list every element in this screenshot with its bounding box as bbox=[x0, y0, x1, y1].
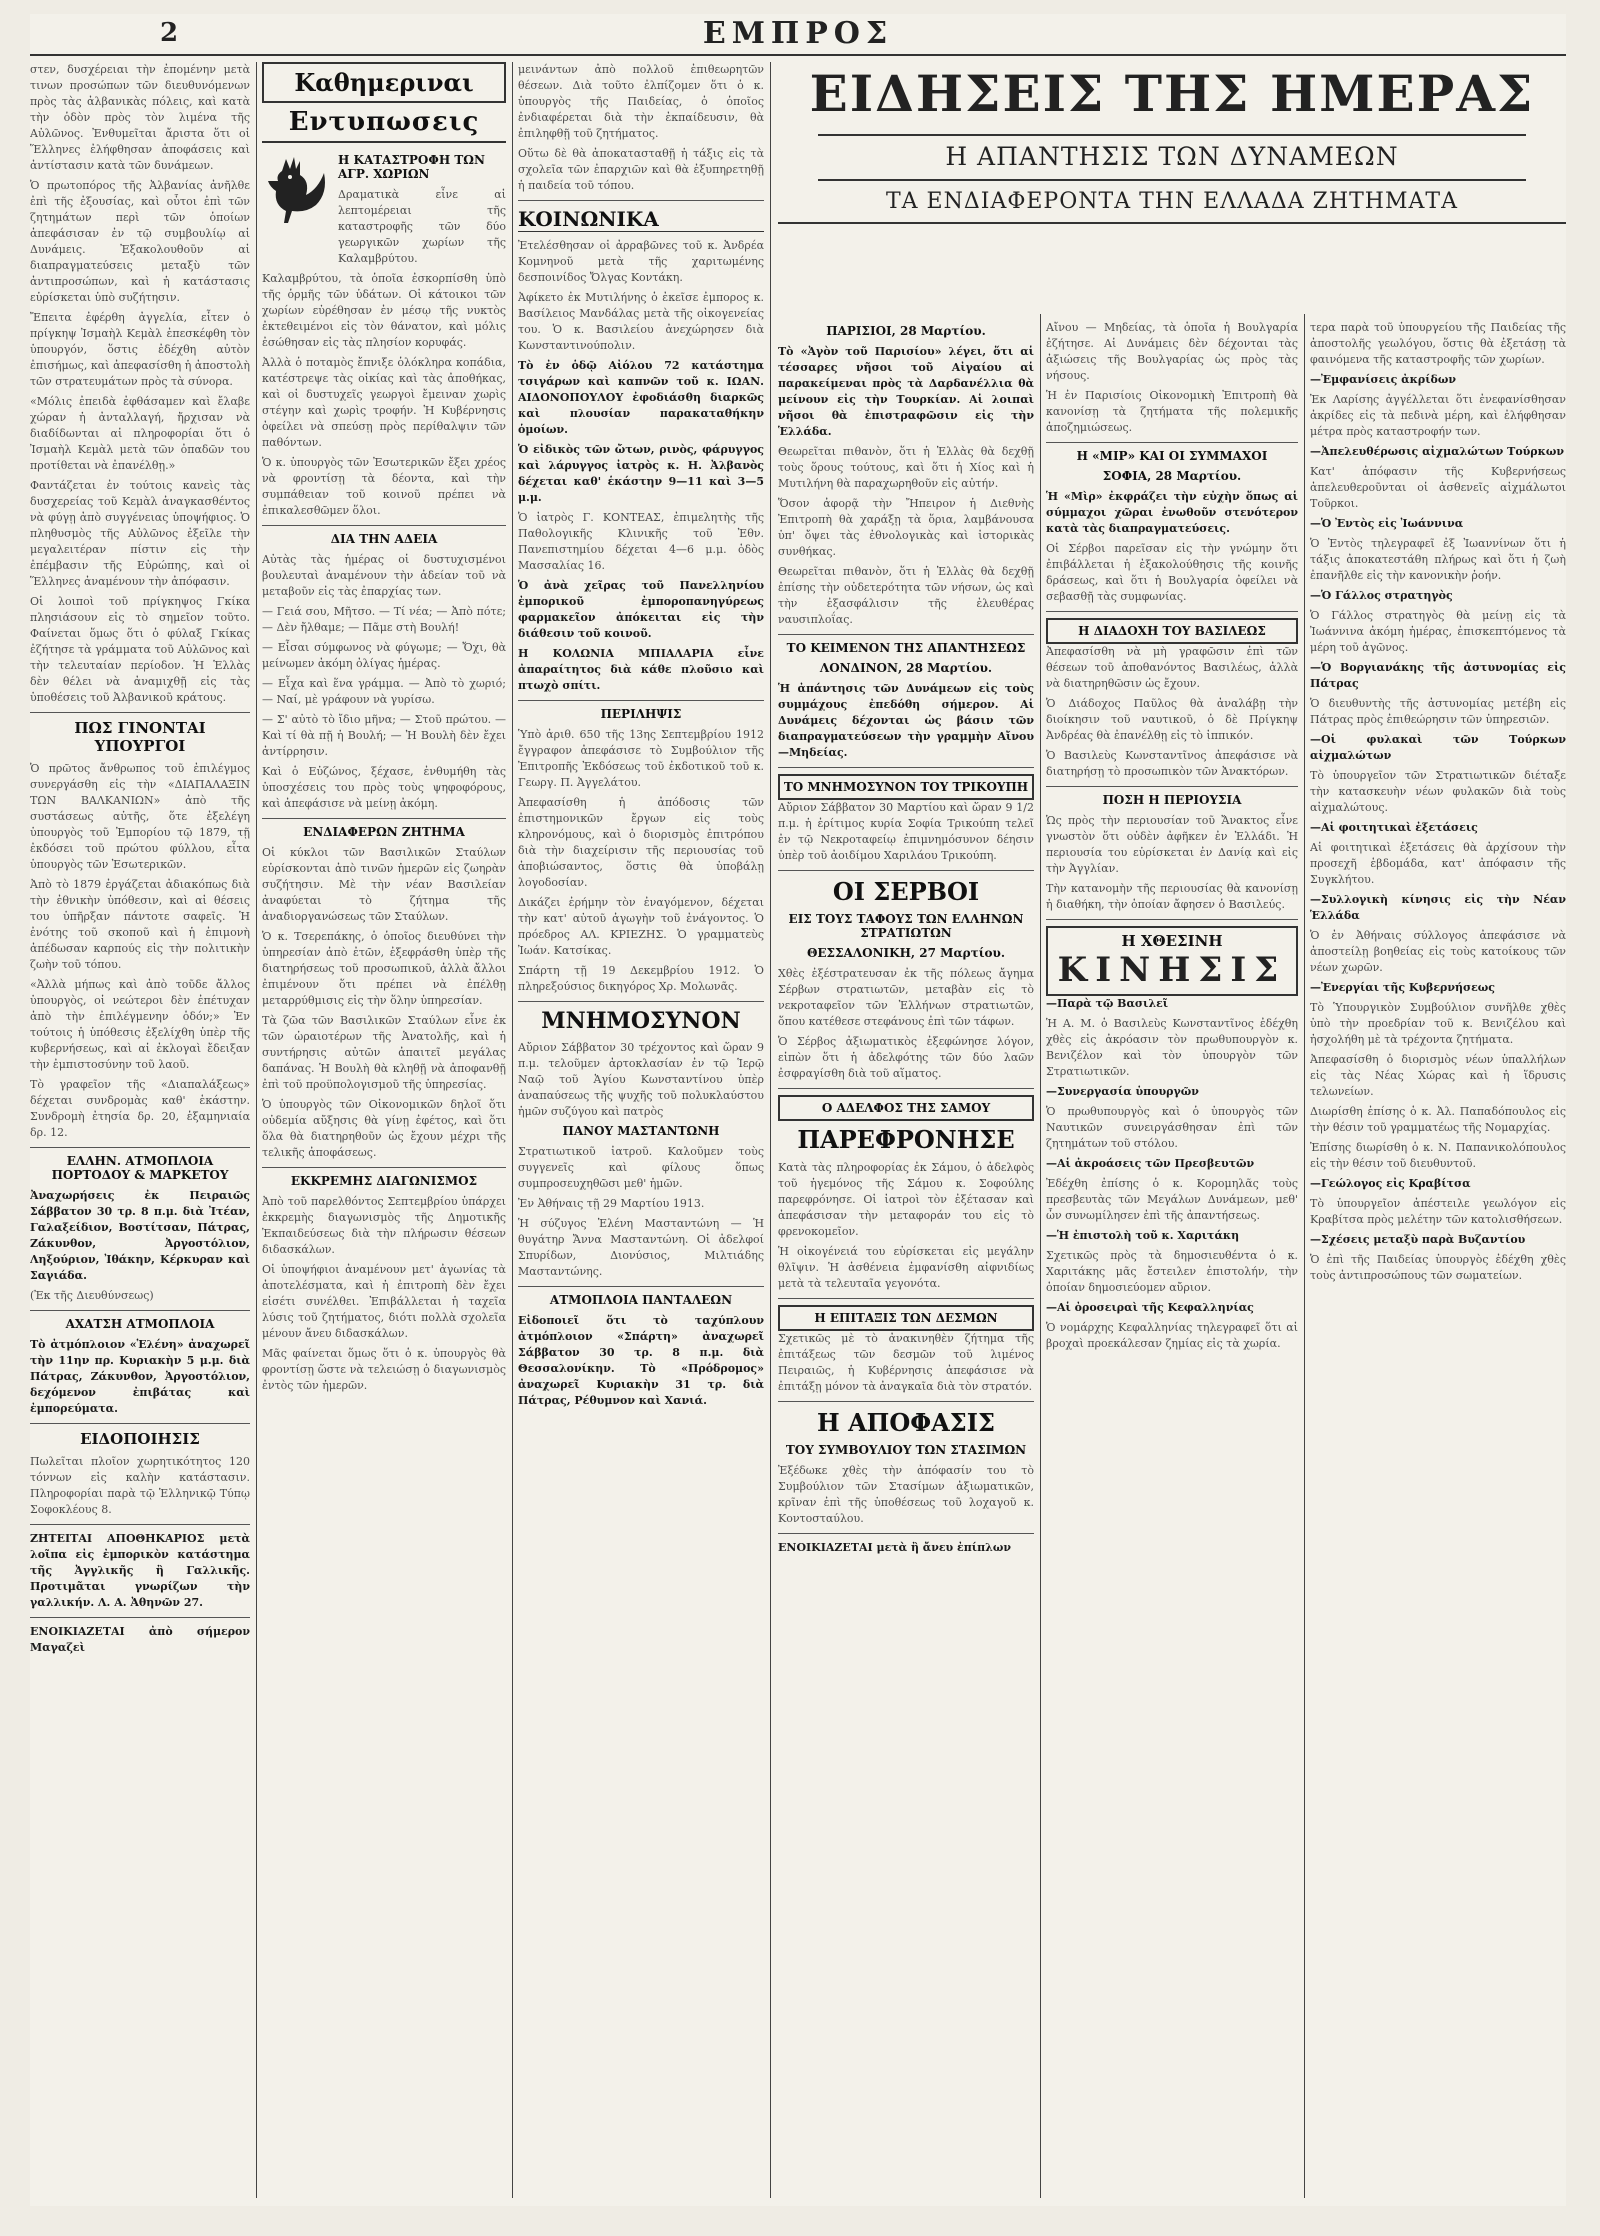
dateline-thessaloniki: ΘΕΣΣΑΛΟΝΙΚΗ, 27 Μαρτίου. bbox=[806, 946, 1006, 960]
gallos-stratigos: —Ὁ Γάλλος στρατηγὸς bbox=[1310, 589, 1453, 602]
column-rule bbox=[1040, 314, 1041, 2198]
heading-kathimerinai: Καθημεριναι bbox=[294, 68, 474, 97]
column-4: ΠΑΡΙΣΙΟΙ, 28 Μαρτίου. Τὸ «Ἀγὸν τοῦ Παρισίου» λέγει, ὅτι αἱ τέσσαρες νῆσοι τοῦ Αἰγαίου αἱ παρακείμεναι πρὸς τὰ Δαρδανέλλια θὰ μείνουν εἰς τὴν Τουρκίαν. Αἱ λοιπαὶ νῆσοι θὰ ἐπιστραφῶσιν εἰς τὴν Ἑλλάδα. Θεωρεῖται πιθανὸν, ὅτι ἡ Ἑλλὰς θὰ δεχθῇ τοὺς ὅρους τούτους, καὶ ὅτι ἡ Χίος καὶ ἡ Μυτιλήνη θὰ παραχωρηθοῦν εἰς αὐτήν. Ὅσον ἀφορᾷ τὴν Ἤπειρον ἡ Διεθνὴς Ἐπιτροπὴ θὰ χαράξῃ τὰ ὅρια, λαμβάνουσα ὑπ' ὄψει τὰς ἐθνολογικὰς καὶ ἱστορικὰς συνθήκας. Θεωρεῖται πιθανὸν, ὅτι ἡ Ἑλλὰς θὰ δεχθῇ ἐπίσης τὴν οὐδετερότητα τῶν νήσων, ὡς καὶ τὴν ἐξασφάλισιν τῆς ἐλευθέρας ναυσιπλοΐας. ΤΟ ΚΕΙΜΕΝΟΝ ΤΗΣ ΑΠΑΝΤΗΣΕΩΣ ΛΟΝΔΙΝΟΝ, 28 Μαρτίου. Ἡ ἀπάντησις τῶν Δυνάμεων εἰς τοὺς συμμάχους ἐπεδόθη σήμερον. Αἱ Δυνάμεις δέχονται ὡς βάσιν τῶν διαπραγματεύσεων τὴν γραμμὴν Αἴνου—Μηδείας. ΤΟ ΜΝΗΜΟΣΥΝΟΝ ΤΟΥ ΤΡΙΚΟΥΠΗ Αὔριον Σάββατον 30 Μαρτίου καὶ ὥραν 9 1/2 π.μ. ἡ ἐρίτιμος κυρία Σοφία Τρικούπη τελεῖ ἐν τῷ Νεκροταφείῳ ἐπιμνημόσυνον δέησιν ὑπὲρ τοῦ ἀοιδίμου Χαριλάου Τρικούπη. ΟΙ ΣΕΡΒΟΙ ΕΙΣ ΤΟΥΣ ΤΑΦΟΥΣ ΤΩΝ ΕΛΛΗΝΩΝ ΣΤΡΑΤΙΩΤΩΝ ΘΕΣΣΑΛΟΝΙΚΗ, 27 Μαρτίου. Χθὲς ἐξέστρατευσαν ἐκ τῆς πόλεως ἄγημα Σέρβων στρατιωτῶν, μεταβὰν εἰς τὸ νεκροταφεῖον τῶν Ἑλλήνων στρατιωτῶν, ὅπου κατέθεσε στεφάνους ἐπὶ τῶν τάφων. Ὁ Σέρβος ἀξιωματικὸς ἐξεφώνησε λόγον, εἰπὼν ὅτι ἡ ἀδελφότης τῶν δύο λαῶν ἐσφραγίσθη διὰ τοῦ αἵματος. Ο ΑΔΕΛΦΟΣ ΤΗΣ ΣΑΜΟΥ ΠΑΡΕΦΡΟΝΗΣΕ Κατὰ τὰς πληροφορίας ἐκ Σάμου, ὁ ἀδελφὸς τοῦ ἡγεμόνος τῆς Σάμου κ. Σοφούλης παρεφρόνησε. Οἱ ἰατροὶ τὸν ἐξέτασαν καὶ ἀπεφάσισαν τὴν μεταφοράν του εἰς τὸ φρενοκομεῖον. Ἡ οἰκογένειά του εὑρίσκεται εἰς μεγάλην θλῖψιν. Ἡ ἀσθένεια ἐμφανίσθη αἰφνιδίως μετὰ τὰ τελευταῖα γεγονότα. Η ΕΠΙΤΑΞΙΣ ΤΩΝ ΔΕΣΜΩΝ Σχετικῶς μὲ τὸ ἀνακινηθὲν ζήτημα τῆς ἐπιτάξεως τῶν δεσμῶν τοῦ λιμένος Πειραιῶς, ἡ Κυβέρνησις ἀπεφάσισε νὰ ἐπιτάξῃ μόνον τὰ ἀναγκαῖα διὰ τὸν στρατόν. Η ΑΠΟΦΑΣΙΣ ΤΟΥ ΣΥΜΒΟΥΛΙΟΥ ΤΩΝ ΣΤΑΣΙΜΩΝ Ἐξέδωκε χθὲς τὴν ἀπόφασίν του τὸ Συμβούλιον τῶν Στασίμων ἀξιωματικῶν, κρῖναν ἐπὶ τῆς ὑποθέσεως τοῦ λοχαγοῦ κ. Κοντοσταύλου. ΕΝΟΙΚΙΑΖΕΤΑΙ μετὰ ἢ ἄνευ ἐπίπλων bbox=[778, 324, 1034, 1554]
column-rule bbox=[1304, 314, 1305, 2198]
heading-axtsi: ΑΧΑΤΣΗ ΑΤΜΟΠΛΟΙΑ bbox=[65, 1317, 215, 1331]
enoikiazetai-ad-2: ΕΝΟΙΚΙΑΖΕΤΑΙ μετὰ ἢ ἄνευ ἐπίπλων bbox=[778, 1541, 1011, 1554]
heading-koinonika: ΚΟΙΝΩΝΙΚΑ bbox=[518, 207, 764, 232]
news-banner bbox=[778, 58, 1566, 314]
subheading-serboi: ΕΙΣ ΤΟΥΣ ΤΑΦΟΥΣ ΤΩΝ ΕΛΛΗΝΩΝ ΣΤΡΑΤΙΩΤΩΝ bbox=[788, 912, 1024, 940]
byzantion: —Σχέσεις μεταξὺ παρὰ Βυζαντίου bbox=[1310, 1233, 1526, 1246]
banner-subtitle-1: Η ΑΠΑΝΤΗΣΙΣ ΤΩΝ ΔΥΝΑΜΕΩΝ bbox=[945, 142, 1399, 171]
heading-apofasis: Η ΑΠΟΦΑΣΙΣ bbox=[817, 1408, 995, 1437]
column-3: μεινάντων ἀπὸ πολλοῦ ἐπιθεωρητῶν θέσεων. Διὰ τοῦτο ἐλπίζομεν ὅτι ὁ κ. ὑπουργὸς τῆς Παιδείας, ὁ ὁποῖος ἐνδιαφέρεται διὰ τὴν ἐκπαίδευσιν, θὰ ἐπιληφθῇ τοῦ ζητήματος. Οὕτω δὲ θὰ ἀποκατασταθῇ ἡ τάξις εἰς τὰ σχολεῖα τῶν ἐπαρχιῶν καὶ θὰ ἐξυπηρετηθῇ ἡ παιδεία τοῦ τόπου. ΚΟΙΝΩΝΙΚΑ Ἐτελέσθησαν οἱ ἀρραβῶνες τοῦ κ. Ἀνδρέα Κομνηνοῦ μετὰ τῆς χαριτωμένης δεσποινίδος Ὄλγας Κοντάκη. Ἀφίκετο ἐκ Μυτιλήνης ὁ ἐκεῖσε ἐμπορος κ. Βασίλειος Μανδάλας μετὰ τῆς οἰκογενείας του. Ὁ κ. Βασιλείου ἀνεχώρησεν διὰ Κωνσταντινούπολιν. Τὸ ἐν ὁδῷ Αἰόλου 72 κατάστημα τσιγάρων καὶ καπνῶν τοῦ κ. ΙΩΑΝ. ΑΙΔΟΝΟΠΟΥΛΟΥ ἐφοδιάσθη διαρκῶς καὶ πλουσίαν παρακαταθήκην ὁμοίων. Ὁ εἰδικὸς τῶν ὤτων, ρινὸς, φάρυγγος καὶ λάρυγγος ἰατρὸς κ. Η. Ἀλβανὸς δέχεται καθ' ἑκάστην 9—11 καὶ 3—5 μ.μ. Ὁ ἰατρὸς Γ. ΚΟΝΤΕΑΣ, ἐπιμελητὴς τῆς Παθολογικῆς Κλινικῆς τοῦ Ἐθν. Πανεπιστημίου δέχεται 4—6 μ.μ. ὁδὸς Μασσαλίας 16. Ὁ ἀνὰ χεῖρας τοῦ Πανελληνίου ἐμπορικοῦ ἐμποροπανηγύρεως φαρμακεῖον ἀπόκειται εἰς τὴν διάθεσιν τοῦ κοινοῦ. Η ΚΟΛΩΝΙΑ ΜΠΙΑΛΑΡΙΑ εἶνε ἀπαραίτητος διὰ κάθε πλοῦσιο καὶ πτωχὸ σπίτι. ΠΕΡΙΛΗΨΙΣ Ὑπὸ ἀριθ. 650 τῆς 13ης Σεπτεμβρίου 1912 ἔγγραφον ἀπεφάσισε τὸ Συμβούλιον τῆς Ἐπιτροπῆς Ἐκδόσεως τοῦ ἐκδοτικοῦ τοῦ κ. Γεωργ. Π. Ἀγγελάτου. Ἀπεφασίσθη ἡ ἀπόδοσις τῶν ἐπιστημονικῶν ἔργων εἰς τοὺς κληρονόμους, καὶ ὁ διορισμὸς ἐπιτρόπου διὰ τὴν διαχείρισιν τῆς περιουσίας τοῦ ἀποβιώσαντος, ὅστις θὰ ὑποβάλῃ λογοδοσίαν. Δικάζει ἐρήμην τὸν ἐναγόμενον, δέχεται τὴν κατ' αὐτοῦ ἀγωγὴν τοῦ ἐνάγοντος. Ὁ πρόεδρος ΑΛ. ΚΡΙΕΖΗΣ. Ὁ γραμματεὺς Ἰωάν. Κατσίκας. Σπάρτη τῇ 19 Δεκεμβρίου 1912. Ὁ πληρεξούσιος δικηγόρος Χρ. Μολωνᾶς. ΜΝΗΜΟΣΥΝΟΝ Αὔριον Σάββατον 30 τρέχοντος καὶ ὥραν 9 π.μ. τελοῦμεν ἀρτοκλασίαν ἐν τῷ Ἱερῷ Ναῷ τοῦ Ἁγίου Κωνσταντίνου ὑπὲρ ἀναπαύσεως τῆς ψυχῆς τοῦ πολυκλαύστου ἡμῶν συζύγου καὶ πατρὸς ΠΑΝΟΥ ΜΑΣΤΑΝΤΩΝΗ Στρατιωτικοῦ ἰατροῦ. Καλοῦμεν τοὺς συγγενεῖς καὶ φίλους ὅπως συμπροσευχηθῶσι μεθ' ἡμῶν. Ἐν Ἀθήναις τῇ 29 Μαρτίου 1913. Ἡ σύζυγος Ἑλένη Μασταντώνη — Ἡ θυγάτηρ Ἄννα Μασταντώνη. Οἱ ἀδελφοί Σπυρίδων, Διονύσιος, Μιλτιάδης Μασταντώνης. ΑΤΜΟΠΛΟΙΑ ΠΑΝΤΑΛΕΩΝ Εἰδοποιεῖ ὅτι τὸ ταχύπλουν ἀτμόπλοιον «Σπάρτη» ἀναχωρεῖ Σάββατον 30 τρ. 8 π.μ. διὰ Θεσσαλονίκην. Τὸ «Πρόδρομος» ἀναχωρεῖ Κυριακὴν 31 τρ. διὰ Πάτρας, Ρέθυμνον καὶ Χανιά. bbox=[518, 63, 764, 1407]
dateline-sofia: ΣΟΦΙΑ, 28 Μαρτίου. bbox=[1102, 469, 1242, 483]
heading-trikoupi: ΤΟ ΜΝΗΜΟΣΥΝΟΝ ΤΟΥ ΤΡΙΚΟΥΠΗ bbox=[783, 780, 1029, 794]
mnimosynon-name: ΠΑΝΟΥ ΜΑΣΤΑΝΤΩΝΗ bbox=[562, 1124, 720, 1138]
column-rule bbox=[512, 62, 513, 2198]
column-rule bbox=[770, 62, 771, 2198]
heading-adeia: ΔΙΑ ΤΗΝ ΑΔΕΙΑ bbox=[330, 532, 438, 546]
heading-adelfos: Ο ΑΔΕΛΦΟΣ ΤΗΣ ΣΑΜΟΥ bbox=[821, 1101, 991, 1115]
column-2: Καθημεριναι Εντυπωσεις Η ΚΑΤΑΣΤΡΟΦΗ ΤΩΝ ΑΓΡ. ΧΩΡΙΩΝ Δραματικὰ εἶνε αἱ λεπτομέρειαι τῆς καταστροφῆς τῶν δύο γεωργικῶν χωρίων τῆς Καλαμβρύτου. Καλαμβρύτου, τὰ ὁποῖα ἐσκορπίσθη ὑπὸ τῆς ὁρμῆς τῶν ὑδάτων. Οἱ κάτοικοι τῶν χωρίων εὐρέθησαν ἐν μέσῳ τῆς νυκτὸς ἐκτεθειμένοι εἰς τὸν θάνατον, καὶ μόλις ἐσώθησαν εἰς τὰς πλησίον κορυφάς. Ἀλλὰ ὁ ποταμὸς ἔπνιξε ὁλόκληρα κοπάδια, κατέστρεψε τὰς οἰκίας καὶ τὰς ἀποθήκας, καὶ οἱ δυστυχεῖς γεωργοὶ ἔμειναν χωρὶς στέγην καὶ χωρὶς τροφήν. Ἡ Κυβέρνησις ὀφείλει νὰ σπεύσῃ πρὸς περίθαλψιν τῶν παθόντων. Ὁ κ. ὑπουργὸς τῶν Ἐσωτερικῶν ἔξει χρέος νὰ φροντίσῃ τὰ δέοντα, καὶ τὴν συμπάθειαν τοῦ κοινοῦ πρέπει νὰ ἐπικαλεσθῶμεν ὅλοι. ΔΙΑ ΤΗΝ ΑΔΕΙΑ Αὐτὰς τὰς ἡμέρας οἱ δυστυχισμένοι βουλευταὶ ἀναμένουν τὴν ἀδείαν τοῦ νὰ μεταβοῦν εἰς τὰς ἐπαρχίας των. — Γειά σου, Μῆτσο. — Τί νέα; — Ἀπὸ πότε; — Δὲν ἤλθαμε; — Πᾶμε στὴ Βουλή! — Εἶσαι σύμφωνος νὰ φύγωμε; — Ὄχι, θὰ μείνωμεν ἀκόμη ὀλίγας ἡμέρας. — Εἶχα καὶ ἕνα γράμμα. — Ἀπὸ τὸ χωριό; — Ναί, μὲ γράφουν νὰ γυρίσω. — Σ' αὐτὸ τὸ ἴδιο μῆνα; — Στοῦ πρώτου. — Καὶ τί θὰ πῇ ἡ Βουλή; — Ἡ Βουλὴ δὲν ἔχει ἀντίρρησιν. Καὶ ὁ Εὐζώνος, ξέχασε, ἐνθυμήθη τὰς ὑποσχέσεις του πρὸς τοὺς ψηφοφόρους, καὶ ἀπεφάσισε νὰ μείνῃ ἀκόμη. ΕΝΔΙΑΦΕΡΩΝ ΖΗΤΗΜΑ Οἱ κύκλοι τῶν Βασιλικῶν Σταύλων εὑρίσκονται ἀπὸ τινῶν ἡμερῶν εἰς ζωηρὰν συζήτησιν. Μὲ τὴν νέαν Βασιλείαν ἀναφύεται τὸ ζήτημα τῆς ἀναδιοργανώσεως τῶν Σταύλων. Ὁ κ. Τσερεπάκης, ὁ ὁποῖος διευθύνει τὴν ὑπηρεσίαν ἀπὸ ἐτῶν, ἐξεφράσθη ὑπὲρ τῆς διατηρήσεως τοῦ προσωπικοῦ, ἀλλὰ ἄλλοι ἐπιμένουν ὅτι πρέπει νὰ ἐπέλθῃ μεταρρύθμισις εἰς τὴν ὅλην ὑπηρεσίαν. Τὰ ζῶα τῶν Βασιλικῶν Σταύλων εἶνε ἐκ τῶν ὡραιοτέρων τῆς Ἀνατολῆς, καὶ ἡ συντήρησις αὐτῶν ἀπαιτεῖ μεγάλας δαπάνας. Ἡ Βουλὴ θὰ κληθῇ νὰ ἀποφανθῇ ἐπὶ τοῦ προϋπολογισμοῦ τῆς ὑπηρεσίας. Ὁ ὑπουργὸς τῶν Οἰκονομικῶν δηλοῖ ὅτι οὐδεμία αὔξησις θὰ γίνῃ ἐφέτος, καὶ ὅτι ὅλα θὰ διατηρηθοῦν ὡς ἔχουν μέχρι τῆς τελικῆς ἀποφάσεως. ΕΚΚΡΕΜΗΣ ΔΙΑΓΩΝΙΣΜΟΣ Ἀπὸ τοῦ παρελθόντος Σεπτεμβρίου ὑπάρχει ἐκκρεμὴς διαγωνισμὸς τῆς Δημοτικῆς Ἐκπαιδεύσεως διὰ τὴν πλήρωσιν θέσεων διδασκάλων. Οἱ ὑποψήφιοι ἀναμένουν μετ' ἀγωνίας τὰ ἀποτελέσματα, καὶ ἡ ἐπιτροπὴ δὲν ἔχει εἰσέτι συνέλθει. Ἐπιβάλλεται ἡ ταχεῖα λύσις τοῦ ζητήματος, διότι πολλὰ σχολεῖα μένουν ἄνευ διδασκάλων. Μᾶς φαίνεται ὅμως ὅτι ὁ κ. ὑπουργὸς θὰ φροντίσῃ ὥστε νὰ τελειώσῃ ὁ διαγωνισμὸς ἐντὸς τῶν ἡμερῶν. bbox=[262, 62, 506, 2202]
banner-subtitle-2: ΤΑ ΕΝΔΙΑΦΕΡΟΝΤΑ ΤΗΝ ΕΛΛΑΔΑ ΖΗΤΗΜΑΤΑ bbox=[886, 189, 1458, 214]
column-1: στεν, δυσχέρειαι τὴν ἐπομένην μετὰ τινων προσώπων τῶν διευθυνόμενων πρὸς τὰς ἀλβανικὰς πόλεις, καὶ κατὰ τὴν ὁδὸν πρὸς τὸν λιμένα τῆς Αὐλῶνος. Ἐνθυμεῖται ἄριστα ὅτι οἱ Ἕλληνες ἐλήφθησαν ἀποφάσεις καὶ ἀντίστασιν κατὰ τῶν δυνάμεων. Ὁ πρωτοπόρος τῆς Ἀλβανίας ἀνῆλθε ἐπὶ τῆς ἐξουσίας, καὶ οὗτοι ἐπὶ τῶν ζητημάτων περὶ τῶν ὁποίων ἀπεφάσισαν ἐν τῷ συμβουλίῳ αἱ Δυνάμεις. Ἐξακολουθοῦν αἱ διαπραγματεύσεις μεταξὺ τῶν ἀντιπροσώπων, καὶ ἡ κατάστασις εὑρίσκεται ὑπὸ συζήτησιν. Ἔπειτα ἐφέρθη ἀγγελία, εἶτεν ὁ πρίγκηψ Ἰσμαὴλ Κεμὰλ ἐπεσκέφθη τὸν ὑπουργόν, ὅστις ἐδέχθη αὐτὸν ἐπισήμως, καὶ ἀπεφασίσθη ἡ ἀποστολὴ τῶν στρατευμάτων πρὸς τὰ σύνορα. «Μόλις ἐπειδὰ ἐφθάσαμεν καὶ ἔλαβε χώραν ἡ ἀνταλλαγή, ἤρχισαν νὰ διαδίδωνται αἱ πληροφορίαι ὅτι ὁ Ἰσμαὴλ Κεμὰλ μετὰ τῶν ὀπαδῶν του προτίθεται νὰ ἐπανέλθῃ.» Φαντάζεται ἐν τούτοις κανεὶς τὰς δυσχερείας τοῦ Κεμὰλ ἀναγκασθέντος νὰ φύγῃ ἀπὸ συγγένειας ὑποψήφιος. Ὁ πληθυσμὸς τῆς Αὐλῶνος ἐξεῖλε τὴν μεγαλειτέραν πίστιν εἰς τὴν ἐπέμβασιν τῆς Εὐρώπης, καὶ οἱ Ἕλληνες ἀναμένουν τὴν ἀπόφασιν. Οἱ λοιποὶ τοῦ πρίγκηψος Γκίκα πλησιάσουν εἰς τὸ σημεῖον τοῦτο. Φαίνεται ὅμως ὅτι ὁ φύλαξ Γκίκας ἐζήτησε τὰ γράμματα τοῦ Αὐλῶνος καὶ τὴν τελευταίαν περίοδον. Ἡ Ἑλλὰς δὲν θέλει νὰ ἀναμιχθῇ εἰς τὰς ὑποθέσεις τοῦ Ἀλβανικοῦ κράτους. ΠΩΣ ΓΙΝΟΝΤΑΙ ΥΠΟΥΡΓΟΙ Ὁ πρῶτος ἄνθρωπος τοῦ ἐπιλέγμος συνεργάσθη εἰς τὴν «ΔΙΑΠΑΛΑΞΙΝ ΤΩΝ ΒΑΛΚΑΝΙΩΝ» ἀπὸ τῆς συστάσεως αὐτῆς, ὅτε ἐξελέγη ὑπουργὸς τοῦ Ἐμπορίου τῷ 1879, τῇ ἐκδόσει τοῦ πρώτου φύλλου, εἶτα ὑπουργὸς τῶν Ἐσωτερικῶν. Ἀπὸ τὸ 1879 ἐργάζεται ἀδιακόπως διὰ τὴν ἐθνικὴν ὑπόθεσιν, καὶ αἱ θέσεις του ὑπῆρξαν πάντοτε σαφεῖς. Ἡ ἐνότης τοῦ σκοποῦ καὶ ἡ ἐπιμονὴ ἀπέδωσαν καρπούς εἰς τὴν πολιτικὴν ζωὴν τοῦ τόπου. «Ἀλλὰ μήπως καὶ ἀπὸ τοῦδε ἄλλος ὑπουργὸς, οἱ νεώτεροι δὲν ἐπέτυχαν ἀπὸ τὴν ἐπιλέγμενην ὁδόν;» Ἐν τούτοις ἡ ὑπόθεσις ἐξελίχθη ὑπὲρ τῆς κυβερνήσεως, καὶ αἱ ἐκλογαὶ ἔδειξαν τὴν ἐμπιστοσύνην τοῦ λαοῦ. Τὸ γραφεῖον τῆς «Διαπαλάξεως» δέχεται συνδρομὰς καθ' ἑκάστην. Συνδρομὴ ἐτησία δρ. 20, ἑξαμηνιαία δρ. 12. ΕΛΛΗΝ. ΑΤΜΟΠΛΟΙΑ ΠΟΡΤΟΔΟΥ & ΜΑΡΚΕΤΟΥ Ἀναχωρήσεις ἐκ Πειραιῶς Σάββατον 30 τρ. 8 π.μ. διὰ Ἰτέαν, Γαλαξείδιον, Βοστίτσαν, Πάτρας, Ζάκυνθον, Ἀργοστόλιον, Ληξούριον, Ἰθάκην, Κέρκυραν καὶ Σαγιάδα. (Ἐκ τῆς Διευθύνσεως) ΑΧΑΤΣΗ ΑΤΜΟΠΛΟΙΑ Τὸ ἀτμόπλοιον «Ἑλένη» ἀναχωρεῖ τὴν 11ην πρ. Κυριακὴν 5 μ.μ. διὰ Πάτρας, Ζάκυνθον, Ἀργοστόλιον, δεχόμενον ἐπιβάτας καὶ ἐμπορεύματα. ΕΙΔΟΠΟΙΗΣΙΣ Πωλεῖται πλοῖον χωρητικότητος 120 τόννων εἰς καλὴν κατάστασιν. Πληροφορίαι παρὰ τῷ Ἑλληνικῷ Τύπῳ Σοφοκλέους 8. ΖΗΤΕΙΤΑΙ ΑΠΟΘΗΚΑΡΙΟΣ μετὰ λοῖπα εἰς ἐμπορικὸν κατάστημα τῆς Ἀγγλικῆς ἢ Γαλλικῆς. Προτιμᾶται γνωρίζων τὴν γαλλικήν. Λ. Α. Ἀθηνῶν 27. ΕΝΟΙΚΙΑΖΕΤΑΙ ἀπὸ σήμερον Μαγαζεὶ bbox=[30, 63, 250, 1654]
heading-keimenon: ΤΟ ΚΕΙΜΕΝΟΝ ΤΗΣ ΑΠΑΝΤΗΣΕΩΣ bbox=[786, 641, 1026, 655]
subheading-katastrofi: Η ΚΑΤΑΣΤΡΟΦΗ ΤΩΝ ΑΓΡ. ΧΩΡΙΩΝ bbox=[338, 153, 485, 181]
heading-portodou: ΕΛΛΗΝ. ΑΤΜΟΠΛΟΙΑ ΠΟΡΤΟΔΟΥ & ΜΑΡΚΕΤΟΥ bbox=[51, 1154, 229, 1182]
mnimosynon-date: Ἐν Ἀθήναις τῇ 29 Μαρτίου 1913. bbox=[518, 1197, 705, 1210]
entos-ioanninon: —Ὁ Ἐντὸς εἰς Ἰωάννινα bbox=[1310, 517, 1464, 530]
rooster-icon bbox=[262, 153, 332, 225]
dateline-london: ΛΟΝΔΙΝΟΝ, 28 Μαρτίου. bbox=[819, 661, 993, 675]
newspaper-page bbox=[30, 14, 1566, 2206]
nea-ellas: —Συλλογικὴ κίνησις εἰς τὴν Νέαν Ἑλλάδα bbox=[1310, 893, 1566, 922]
heading-mnimosynon: ΜΝΗΜΟΣΥΝΟΝ bbox=[541, 1008, 741, 1034]
heading-mir: Η «ΜΙΡ» ΚΑΙ ΟΙ ΣΥΜΜΑΧΟΙ bbox=[1076, 449, 1268, 463]
heading-posi: ΠΟΣΗ Η ΠΕΡΙΟΥΣΙΑ bbox=[1102, 793, 1242, 807]
column-5: Αἴνου — Μηδείας, τὰ ὁποῖα ἡ Βουλγαρία ἐζήτησε. Αἱ Δυνάμεις δὲν δέχονται τὰς ἀξιώσεις τῆς Βουλγαρίας ὡς πρὸς τὰς νήσους. Ἡ ἐν Παρισίοις Οἰκονομικὴ Ἐπιτροπὴ θὰ κανονίσῃ τὰ ζητήματα τῆς πολεμικῆς ἀποζημιώσεως. Η «ΜΙΡ» ΚΑΙ ΟΙ ΣΥΜΜΑΧΟΙ ΣΟΦΙΑ, 28 Μαρτίου. Ἡ «Μὶρ» ἐκφράζει τὴν εὐχὴν ὅπως αἱ σύμμαχοι χῶραι ἐνωθοῦν στενότερον κατὰ τὰς διαπραγματεύσεις. Οἱ Σέρβοι παρεῖσαν εἰς τὴν γνώμην ὅτι ἐπιβάλλεται ἡ ἐξακολούθησις τῆς κοινῆς δράσεως, καὶ ὅτι ἡ Βουλγαρία ὀφείλει νὰ σεβασθῇ τὰς συμφωνίας. Η ΔΙΑΔΟΧΗ ΤΟΥ ΒΑΣΙΛΕΩΣ Ἀπεφασίσθη νὰ μὴ γραφῶσιν ἐπὶ τῶν θέσεων τοῦ ἀποθανόντος Βασιλέως, ἀλλὰ νὰ διατηρηθῶσιν ὡς ἔχουν. Ὁ Διάδοχος Παῦλος θὰ ἀναλάβῃ τὴν διοίκησιν τοῦ ναυτικοῦ, ὁ δὲ Πρίγκηψ Ἀνδρέας θὰ ἐπανέλθῃ εἰς τὸ ἱππικόν. Ὁ Βασιλεὺς Κωνσταντῖνος ἀπεφάσισε νὰ διατηρήσῃ τὸ προσωπικὸν τῶν Ἀνακτόρων. ΠΟΣΗ Η ΠΕΡΙΟΥΣΙΑ Ὡς πρὸς τὴν περιουσίαν τοῦ Ἄνακτος εἶνε γνωστὸν ὅτι οὐδὲν ἀφῆκεν ἐν Ἑλλάδι. Ἡ περιουσία του εὑρίσκεται ἐν Δανίᾳ καὶ εἰς τὴν Ἀγγλίαν. Τὴν κατανομὴν τῆς περιουσίας θὰ κανονίσῃ ἡ διαθήκη, τὴν ὁποίαν ἄφησεν ὁ Βασιλεύς. Η ΧΘΕΣΙΝΗ ΚΙΝΗΣΙΣ —Παρὰ τῷ Βασιλεῖ Ἡ Α. Μ. ὁ Βασιλεὺς Κωνσταντῖνος ἐδέχθη χθὲς εἰς ἀκρόασιν τὸν πρωθυπουργὸν κ. Βενιζέλον καὶ τὸν ὑπουργὸν τῶν Στρατιωτικῶν. —Συνεργασία ὑπουργῶν Ὁ πρωθυπουργὸς καὶ ὁ ὑπουργὸς τῶν Ναυτικῶν συνειργάσθησαν ἐπὶ τῶν ζητημάτων τοῦ στόλου. —Αἱ ἀκροάσεις τῶν Πρεσβευτῶν Ἐδέχθη ἐπίσης ὁ κ. Κορομηλᾶς τοὺς πρεσβευτὰς τῶν Μεγάλων Δυνάμεων, μεθ' ὧν συνωμίλησεν ἐπὶ τῆς ἀπαντήσεως. —Ἡ ἐπιστολὴ τοῦ κ. Χαριτάκη Σχετικῶς πρὸς τὰ δημοσιευθέντα ὁ κ. Χαριτάκης μᾶς ἔστειλεν ἐπιστολήν, τὴν ὁποίαν δημοσιεύομεν αὔριον. —Αἱ ὀροσειραὶ τῆς Κεφαλληνίας Ὁ νομάρχης Κεφαλληνίας τηλεγραφεῖ ὅτι αἱ βροχαὶ προεκάλεσαν ζημίας εἰς τὰ χωρία. bbox=[1046, 321, 1298, 1350]
heading-desmon: Η ΕΠΙΤΑΞΙΣ ΤΩΝ ΔΕΣΜΩΝ bbox=[814, 1311, 998, 1325]
heading-endiaferon: ΕΝΔΙΑΦΕΡΩΝ ΖΗΤΗΜΑ bbox=[303, 825, 465, 839]
page-number: 2 bbox=[160, 18, 179, 48]
page-header bbox=[30, 14, 1566, 56]
heading-pantaleon: ΑΤΜΟΠΛΟΙΑ ΠΑΝΤΑΛΕΩΝ bbox=[549, 1293, 733, 1307]
enoikiazetai-ad-1: ΕΝΟΙΚΙΑΖΕΤΑΙ ἀπὸ σήμερον Μαγαζεὶ bbox=[30, 1625, 250, 1654]
para-basilei: —Παρὰ τῷ Βασιλεῖ bbox=[1046, 997, 1169, 1010]
masthead: ΕΜΠΡΟΣ bbox=[702, 16, 894, 51]
banner-title: ΕΙΔΗΣΕΙΣ ΤΗΣ ΗΜΕΡΑΣ bbox=[809, 64, 1535, 123]
heading-ypourgoi: ΠΩΣ ΓΙΝΟΝΤΑΙ ΥΠΟΥΡΓΟΙ bbox=[74, 719, 206, 755]
heading-diadoxi: Η ΔΙΑΔΟΧΗ ΤΟΥ ΒΑΣΙΛΕΩΣ bbox=[1078, 624, 1266, 638]
ergasiai-kyberniseos: —Ἐνεργίαι τῆς Κυβερνήσεως bbox=[1310, 981, 1495, 994]
column-6: τερα παρὰ τοῦ ὑπουργείου τῆς Παιδείας τῆς ἀποστολῆς γεωλόγου, ὅστις θὰ ἐξετάσῃ τὰ φαινόμενα τῆς καταστροφῆς τῶν χωρίων. —Ἐμφανίσεις ἀκρίδων Ἐκ Λαρίσης ἀγγέλλεται ὅτι ἐνεφανίσθησαν ἀκρίδες εἰς τὰ πεδινὰ μέρη, καὶ ἐλήφθησαν μέτρα πρὸς καταστροφήν των. —Ἀπελευθέρωσις αἰχμαλώτων Τούρκων Κατ' ἀπόφασιν τῆς Κυβερνήσεως ἀπελευθεροῦνται οἱ ἀσθενεῖς αἰχμάλωτοι Τοῦρκοι. —Ὁ Ἐντὸς εἰς Ἰωάννινα Ὁ Ἐντὸς τηλεγραφεῖ ἐξ Ἰωαννίνων ὅτι ἡ τάξις ἀποκατεστάθη πλήρως καὶ ὅτι ἡ ζωὴ ἐπανῆλθε εἰς τὴν κανονικὴν ῥοήν. —Ὁ Γάλλος στρατηγὸς Ὁ Γάλλος στρατηγὸς θὰ μείνῃ εἰς τὰ Ἰωάννινα ἀκόμη ἡμέρας, ἐπισκεπτόμενος τὰ μέρη τοῦ ἀγῶνος. —Ὁ Βοργιανάκης τῆς ἀστυνομίας εἰς Πάτρας Ὁ διευθυντὴς τῆς ἀστυνομίας μετέβη εἰς Πάτρας πρὸς ἐπιθεώρησιν τῶν ὑπηρεσιῶν. —Οἱ φυλακαὶ τῶν Τούρκων αἰχμαλώτων Τὸ ὑπουργεῖον τῶν Στρατιωτικῶν διέταξε τὴν κατασκευὴν νέων φυλακῶν διὰ τοὺς αἰχμαλώτους. —Αἱ φοιτητικαὶ ἐξετάσεις Αἱ φοιτητικαὶ ἐξετάσεις θὰ ἀρχίσουν τὴν προσεχῆ ἑβδομάδα, κατ' ἀπόφασιν τῆς Συγκλήτου. —Συλλογικὴ κίνησις εἰς τὴν Νέαν Ἑλλάδα Ὁ ἐν Ἀθήναις σύλλογος ἀπεφάσισε νὰ ἀποστείλῃ βοηθείας εἰς τοὺς κατοίκους τῶν νέων χωρῶν. —Ἐνεργίαι τῆς Κυβερνήσεως Τὸ Ὑπουργικὸν Συμβούλιον συνῆλθε χθὲς ὑπὸ τὴν προεδρίαν τοῦ κ. Βενιζέλου καὶ ἠσχολήθη μὲ τὰ τρέχοντα ζητήματα. Ἀπεφασίσθη ὁ διορισμὸς νέων ὑπαλλήλων εἰς τὰς Νέας Χώρας καὶ ἡ ἵδρυσις τελωνείων. Διωρίσθη ἐπίσης ὁ κ. Ἀλ. Παπαδόπουλος εἰς τὴν θέσιν τοῦ γραμματέως τῆς Νομαρχίας. Ἐπίσης διωρίσθη ὁ κ. Ν. Παπανικολόπουλος εἰς τὴν θέσιν τοῦ διευθυντοῦ. —Γεώλογος εἰς Κραβίτσα Τὸ ὑπουργεῖον ἀπέστειλε γεωλόγον εἰς Κραβίτσα πρὸς μελέτην τῶν κατολισθήσεων. —Σχέσεις μεταξὺ παρὰ Βυζαντίου Ὁ ἐπὶ τῆς Παιδείας ὑπουργὸς ἐδέχθη χθὲς τοὺς ἀντιπροσώπους τῶν σωματείων. bbox=[1310, 321, 1566, 1282]
heading-perilipsis: ΠΕΡΙΛΗΨΙΣ bbox=[600, 707, 682, 721]
krabitsa: —Γεώλογος εἰς Κραβίτσα bbox=[1310, 1177, 1471, 1190]
heading-entyposeis: Εντυπωσεις bbox=[262, 107, 506, 143]
heading-eidopoiisis: ΕΙΔΟΠΟΙΗΣΙΣ bbox=[80, 1430, 200, 1448]
heading-kinisis: ΚΙΝΗΣΙΣ bbox=[1057, 950, 1287, 990]
column-rule bbox=[256, 62, 257, 2198]
heading-xthesini: Η ΧΘΕΣΙΝΗ bbox=[1121, 932, 1223, 950]
foititikai-exetaseis: —Αἱ φοιτητικαὶ ἐξετάσεις bbox=[1310, 821, 1478, 834]
heading-ekkremis: ΕΚΚΡΕΜΗΣ ΔΙΑΓΩΝΙΣΜΟΣ bbox=[290, 1174, 478, 1188]
subheading-apofasis: ΤΟΥ ΣΥΜΒΟΥΛΙΟΥ ΤΩΝ ΣΤΑΣΙΜΩΝ bbox=[785, 1443, 1027, 1457]
heading-serboi: ΟΙ ΣΕΡΒΟΙ bbox=[832, 877, 980, 906]
heading-parefronise: ΠΑΡΕΦΡΟΝΗΣΕ bbox=[797, 1125, 1015, 1154]
dateline-paris: ΠΑΡΙΣΙΟΙ, 28 Μαρτίου. bbox=[826, 324, 986, 338]
